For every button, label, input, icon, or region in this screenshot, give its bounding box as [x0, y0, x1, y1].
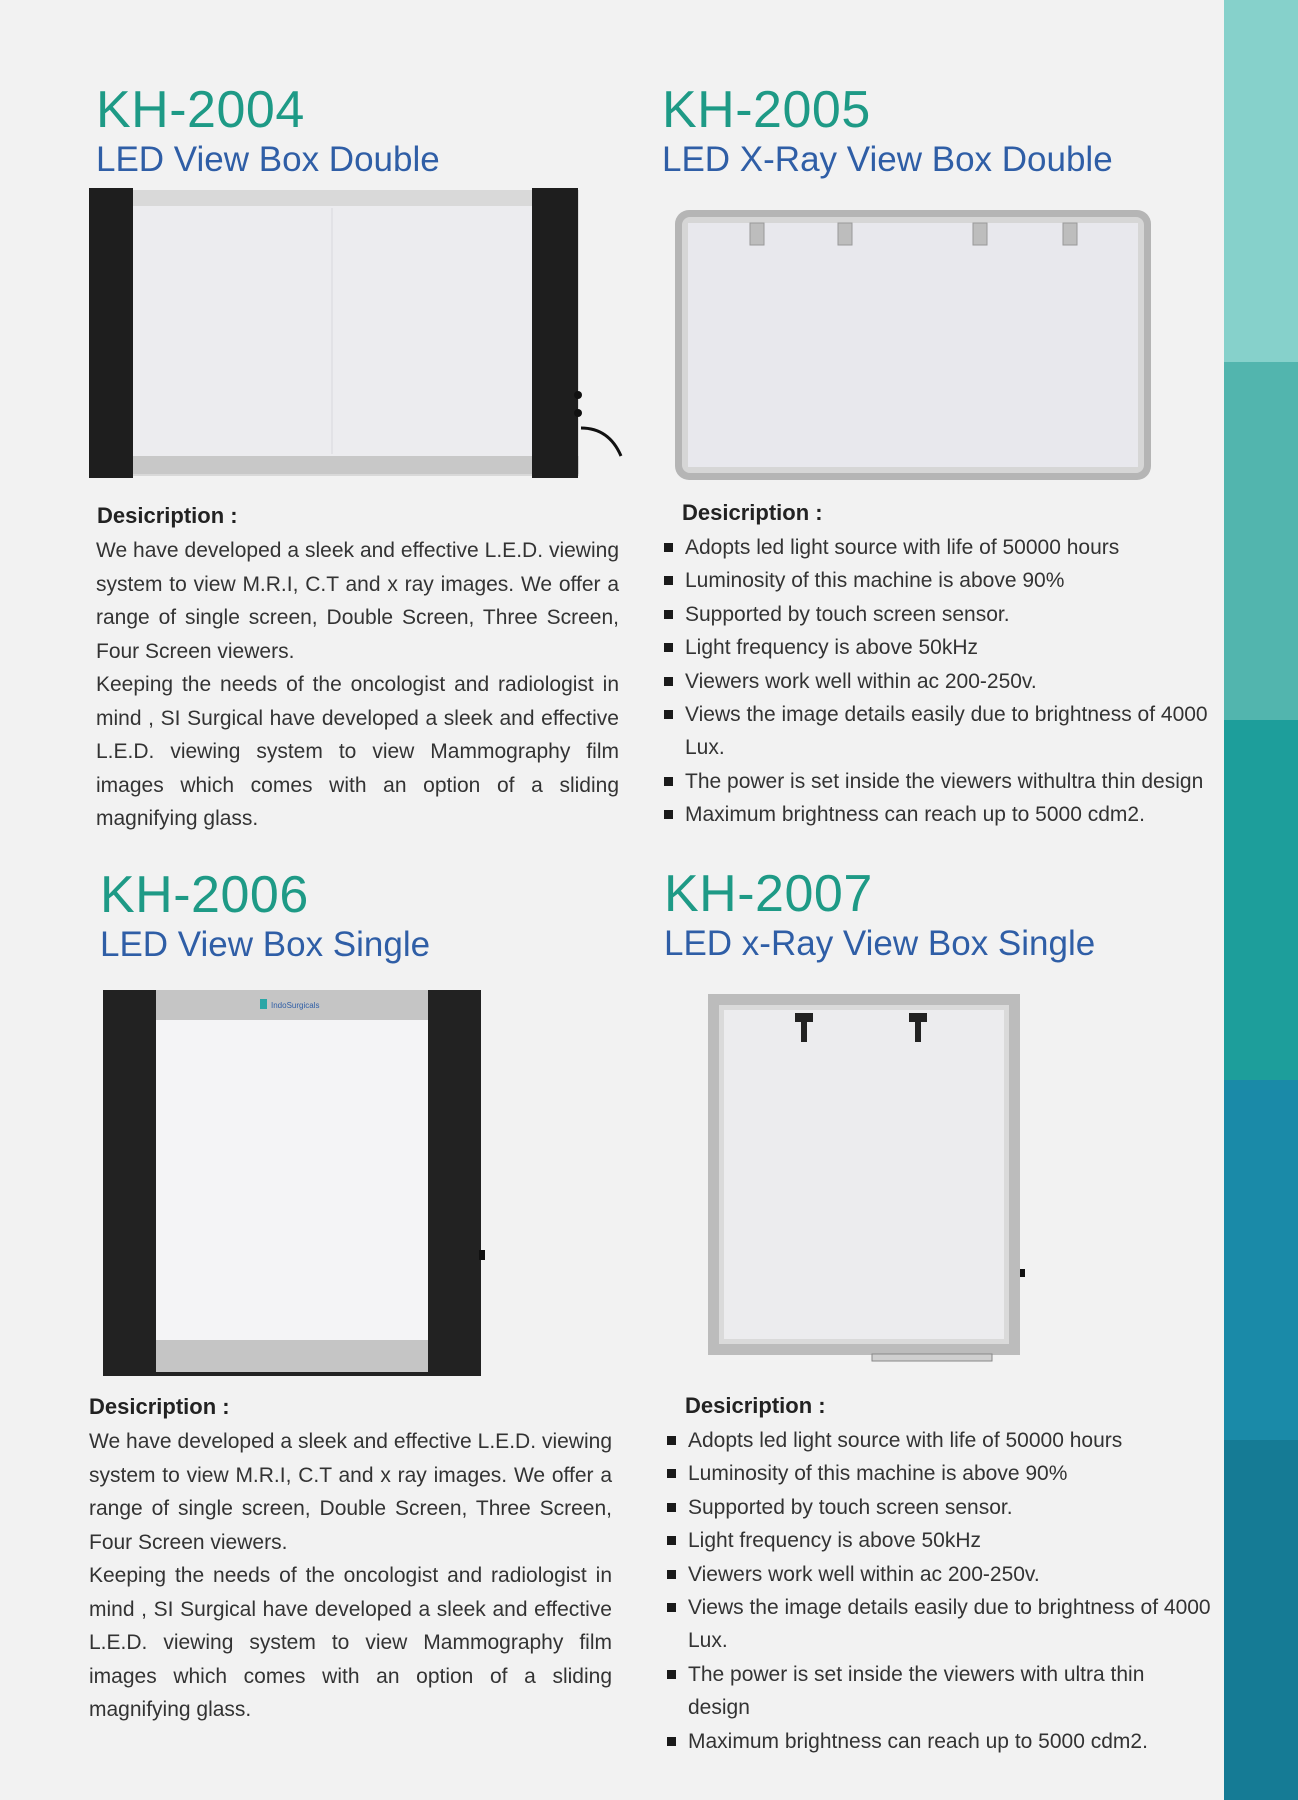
feature-item: Luminosity of this machine is above 90%	[667, 1457, 1212, 1490]
feature-item: Luminosity of this machine is above 90%	[664, 564, 1209, 597]
led-xray-view-box-double-image	[673, 208, 1153, 482]
description-heading: Desicription :	[97, 503, 238, 528]
description-heading: Desicription :	[685, 1393, 826, 1418]
bullet-square-icon	[664, 777, 673, 786]
product-name: LED View Box Single	[100, 925, 431, 964]
bullet-square-icon	[667, 1436, 676, 1445]
product-name: LED X-Ray View Box Double	[662, 140, 1113, 179]
product-title-block	[100, 866, 431, 964]
sidebar-band	[1224, 0, 1298, 362]
feature-item: The power is set inside the viewers withultra thin design	[664, 765, 1209, 798]
bullet-square-icon	[664, 710, 673, 719]
feature-item: Views the image details easily due to brightness of 4000 Lux.	[667, 1591, 1212, 1658]
description-paragraph: Keeping the needs of the oncologist and radiologist in mind , SI Surgical have developed a sleek and effective L.E.D. viewing system to view Mammography film images which comes with an option of a sliding magnifying glass.	[89, 1564, 612, 1721]
product-title-block	[96, 81, 440, 179]
description-heading: Desicription :	[682, 500, 823, 525]
product-title-block	[664, 865, 1096, 963]
description-heading: Desicription :	[89, 1394, 230, 1419]
feature-item: Viewers work well within ac 200-250v.	[664, 665, 1209, 698]
bullet-square-icon	[667, 1503, 676, 1512]
led-view-box-single-image	[103, 988, 493, 1378]
sidebar-band	[1224, 362, 1298, 720]
description-paragraph: We have developed a sleek and effective L.E.D. viewing system to view M.R.I, C.T and x ray images. We offer a range of single screen, Double Screen, Three Screen, Four Screen viewers.	[96, 539, 619, 663]
bullet-square-icon	[667, 1536, 676, 1545]
led-view-box-double-image	[89, 188, 624, 480]
description-paragraph: Keeping the needs of the oncologist and radiologist in mind , SI Surgical have developed a sleek and effective L.E.D. viewing system to view Mammography film images which comes with an option of a sliding magnifying glass.	[96, 673, 619, 830]
feature-item: Maximum brightness can reach up to 5000 cdm2.	[664, 798, 1209, 831]
product-model: KH-2004	[96, 81, 305, 139]
sidebar-color-bands	[1224, 0, 1298, 1800]
feature-item: The power is set inside the viewers with ultra thin design	[667, 1658, 1212, 1725]
bullet-square-icon	[664, 677, 673, 686]
feature-item: Supported by touch screen sensor.	[664, 598, 1209, 631]
bullet-square-icon	[667, 1737, 676, 1746]
bullet-square-icon	[664, 576, 673, 585]
sidebar-band	[1224, 720, 1298, 1080]
bullet-square-icon	[664, 643, 673, 652]
description-paragraph: We have developed a sleek and effective L.E.D. viewing system to view M.R.I, C.T and x ray images. We offer a range of single screen, Double Screen, Three Screen, Four Screen viewers.	[89, 1430, 612, 1554]
feature-item: Adopts led light source with life of 50000 hours	[664, 531, 1209, 564]
bullet-square-icon	[667, 1603, 676, 1612]
bullet-square-icon	[667, 1570, 676, 1579]
bullet-square-icon	[667, 1670, 676, 1679]
sidebar-band	[1224, 1440, 1298, 1800]
product-name: LED View Box Double	[96, 140, 440, 179]
feature-list	[667, 1424, 1212, 1758]
feature-item: Views the image details easily due to brightness of 4000 Lux.	[664, 698, 1209, 765]
feature-list	[664, 531, 1209, 832]
product-name: LED x-Ray View Box Single	[664, 924, 1096, 963]
product-model: KH-2007	[664, 865, 873, 923]
feature-item: Light frequency is above 50kHz	[664, 631, 1209, 664]
feature-item: Maximum brightness can reach up to 5000 cdm2.	[667, 1725, 1212, 1758]
bullet-square-icon	[664, 610, 673, 619]
product-model: KH-2005	[662, 81, 871, 139]
led-xray-view-box-single-image	[707, 993, 1027, 1363]
feature-item: Adopts led light source with life of 50000 hours	[667, 1424, 1212, 1457]
feature-item: Supported by touch screen sensor.	[667, 1491, 1212, 1524]
bullet-square-icon	[667, 1469, 676, 1478]
feature-item: Viewers work well within ac 200-250v.	[667, 1558, 1212, 1591]
bullet-square-icon	[664, 543, 673, 552]
sidebar-band	[1224, 1080, 1298, 1440]
bullet-square-icon	[664, 810, 673, 819]
product-model: KH-2006	[100, 866, 309, 924]
feature-item: Light frequency is above 50kHz	[667, 1524, 1212, 1557]
product-title-block	[662, 81, 1113, 179]
brand-logo-text: IndoSurgicals	[271, 1001, 320, 1010]
